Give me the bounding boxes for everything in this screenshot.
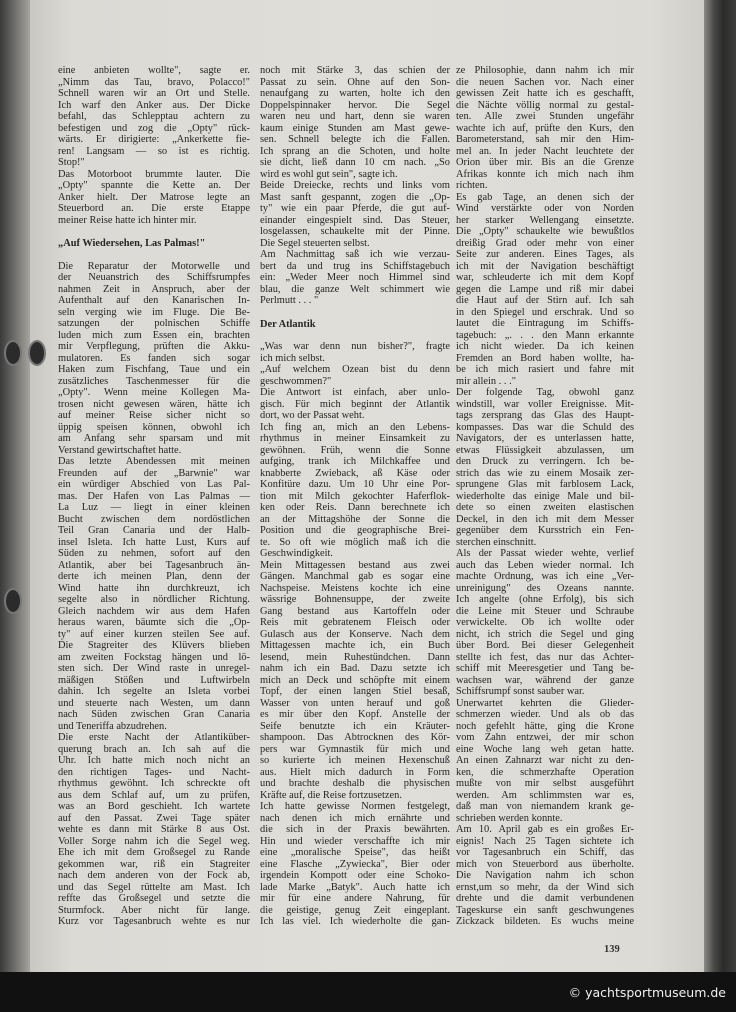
text-line: insel Isleta. Ich hatte Lust, Kurs auf xyxy=(58,536,250,548)
text-line: mir für eine andere Nahrung, für xyxy=(260,893,450,904)
text-line: „Auf welchem Ozean bist du denn xyxy=(260,364,450,375)
text-line: zusätzliches Taschenmesser für die xyxy=(58,375,250,387)
text-line: Unerwartet kehrten die Glieder- xyxy=(456,697,634,709)
text-line: Fremden an Bord haben wollte, ha- xyxy=(456,352,634,364)
text-line: Stop!" xyxy=(58,157,85,168)
text-line: strich das wie zu einem Mosaik zer- xyxy=(456,467,634,479)
text-line: richten. xyxy=(456,180,488,191)
text-line: Gang bestand aus Kartoffeln oder xyxy=(260,605,450,617)
text-line: Haken zum Fischfang, Taue und ein xyxy=(58,364,250,375)
text-line: tags zersprang das Glas des Haupt- xyxy=(456,410,634,421)
text-line: gewöhnen. Früh, wenn die Sonne xyxy=(260,444,450,456)
text-line: wässrige Bohnensuppe, der zweite xyxy=(260,594,450,605)
text-line: ten. Alle zwei Stunden ungefähr xyxy=(456,111,634,122)
text-line: die Haut auf der Stirn auf. Ich sah xyxy=(456,295,634,306)
text-line: auf meiner Reise sicher nicht so xyxy=(58,410,250,421)
text-line: heraus waren, bäumte sich die „Op- xyxy=(58,617,250,628)
text-line: Der folgende Tag, obwohl ganz xyxy=(456,387,634,398)
text-line: mas. Der Hafen von Las Palmas — xyxy=(58,490,250,502)
text-line: ken, die schmerzhafte Operation xyxy=(456,766,634,778)
text-line: Voller Sorge nahm ich die Segel weg. xyxy=(58,835,250,847)
text-line: schrieben werden konnte. xyxy=(456,812,563,824)
text-line: seln verging wie im Fluge. Die Be- xyxy=(58,306,250,318)
text-line: Tageskurse ein sanft geschwungenes xyxy=(456,904,634,916)
text-line: aufging, trank ich Milchkaffee und xyxy=(260,456,450,467)
text-line: Orion über mir. Bis an die Grenze xyxy=(456,157,634,168)
text-line: vom Zahn entzwei, der mir schon xyxy=(456,732,634,743)
text-line: Wasser von unten herauf und goß xyxy=(260,697,450,709)
paragraph xyxy=(260,387,450,422)
text-line: her starker Wellengang einsetzte. xyxy=(456,214,634,226)
text-line: Schiffsrumpf sonst sauber war. xyxy=(456,686,585,697)
text-line: kompasses. Das war die Schuld des xyxy=(456,421,634,433)
paragraph xyxy=(260,249,450,307)
section-heading: „Auf Wiedersehen, Las Palmas!" xyxy=(58,238,206,249)
text-line: nicht, ich strich die Segel und ging xyxy=(456,628,634,640)
text-line: Nachspeise. Meistens kochte ich eine xyxy=(260,582,450,594)
text-line: Verstand gewirtschaftet hatte. xyxy=(58,444,182,456)
text-line: mir allein . . ." xyxy=(456,375,516,387)
text-line: Die Antwort ist einfach, aber unlo- xyxy=(260,387,450,398)
text-line: gisch. Für mich beginnt der Atlantik xyxy=(260,398,450,410)
text-line: losgelassen, schaukelte mit der Pinne. xyxy=(260,226,450,237)
text-line: rhythmus in meiner Einsamkeit zu xyxy=(260,433,450,444)
text-line: Steuerbord an. Die erste Etappe xyxy=(58,203,250,214)
text-line: die Leine mit Steuer und Schraube xyxy=(456,605,634,617)
paragraph xyxy=(260,65,450,180)
text-line: sten sich. Der Wind raste in unregel- xyxy=(58,663,250,674)
text-line: Gängen. Manchmal gab es sogar eine xyxy=(260,571,450,582)
text-line: ein: „Weder Meer noch Himmel sind xyxy=(260,272,450,283)
text-line: Atlantik, aber bei Tagesanbruch än- xyxy=(58,559,250,571)
text-line: sprungene Glas mit farblosem Lack, xyxy=(456,479,634,490)
text-line: drehte und die damit verbundenen xyxy=(456,893,634,904)
text-line: irgendein Kompott oder eine Schoko- xyxy=(260,870,450,881)
book-left-edge xyxy=(0,0,34,972)
text-line: rhythmus gewöhnt. Ich schreckte oft xyxy=(58,778,250,789)
text-line: Deckel, in den ich mit dem Messer xyxy=(456,513,634,525)
text-line: Freunden auf der „Barwnie" war xyxy=(58,467,250,479)
text-column-1 xyxy=(58,65,250,928)
text-line: Seife benutzte ich ein Kräuter- xyxy=(260,720,450,732)
text-line: nach denen ich mich ernährte und xyxy=(260,812,450,824)
text-line: Kräfte auf, die Reise fortzusetzen. xyxy=(260,789,402,801)
paragraph xyxy=(456,192,634,388)
text-line: ty" wie ein paar Pferde, die gut auf- xyxy=(260,203,450,214)
paragraph xyxy=(58,456,250,732)
text-line: Aufenthalt auf den Kanarischen In- xyxy=(58,295,250,306)
text-line: eine anbieten wollte", sagte er. xyxy=(58,65,250,76)
text-line: und das Segel rüttelte am Mast. Ich xyxy=(58,881,250,893)
text-line: stellte ich fest, das nur das Achter- xyxy=(456,651,634,663)
text-line: te. So oft wie möglich maß ich die xyxy=(260,536,450,548)
text-line: Bucht zwischen dem nordöstlichen xyxy=(58,513,250,525)
text-line: befestigen und zog die „Opty" rück- xyxy=(58,122,250,134)
text-line: Die Segel steuerten selbst. xyxy=(260,237,370,249)
text-line: blau, die ganze Welt schimmert wie xyxy=(260,283,450,295)
text-line: Ich fing an, mich an den Lebens- xyxy=(260,421,450,433)
text-line: wird es wohl gut sein", sagte ich. xyxy=(260,168,398,180)
text-line: bert da und trug ins Schiffstagebuch xyxy=(260,260,450,272)
text-column-3 xyxy=(456,65,634,928)
text-line: Gleich nachdem wir aus dem Hafen xyxy=(58,605,250,617)
text-line: war, schleuderte ich mit dem Kopf xyxy=(456,272,634,283)
text-line: aus dem Schlaf auf, um zu prüfen, xyxy=(58,789,250,801)
text-line: sie dicht, ließ dann 10 cm nach. „So xyxy=(260,157,450,168)
text-line: luden mich zum Essen ein, brachten xyxy=(58,329,250,341)
text-line: waren neu und hart, denn sie waren xyxy=(260,111,450,122)
text-line: ty" auf einer kurzen steilen See auf. xyxy=(58,628,250,640)
text-line: tagebuch: „. . . den Mann erkannte xyxy=(456,329,634,341)
text-line: werden. Am schlimmsten war es, xyxy=(456,789,634,801)
text-line: Ich sprang an die Schoten, und holte xyxy=(260,145,450,157)
book-right-edge xyxy=(704,0,736,975)
text-line: Konfitüre dazu. Um 10 Uhr eine Por- xyxy=(260,479,450,490)
text-line: aus. Hielt mich dadurch in Form xyxy=(260,766,450,778)
text-line: Navigators, der es unterlassen hatte, xyxy=(456,433,634,444)
text-line: mußte von mir selbst ausgeführt xyxy=(456,778,634,789)
text-line: die geistige, genug Zeit eingeplant. xyxy=(260,904,450,916)
text-line: Süden zu nehmen, sofort auf den xyxy=(58,548,250,559)
text-line: eine Flasche „Zywiecka", Bier oder xyxy=(260,858,450,870)
text-line: noch gefehlt hätte, ging die Krone xyxy=(456,720,634,732)
paragraph xyxy=(260,341,450,364)
text-line: Am 10. April gab es ein großes Er- xyxy=(456,824,634,835)
text-line: ernst,um so mehr, da der Wind sich xyxy=(456,881,634,893)
text-line: ken oder Reis. Dann berechnete ich xyxy=(260,502,450,513)
paragraph xyxy=(456,65,634,192)
text-line: die Nächte völlig normal zu gestal- xyxy=(456,99,634,111)
text-line: Mittagessen machte ich, ein Buch xyxy=(260,640,450,651)
text-line: und Teneriffa abzudrehen. xyxy=(58,720,167,732)
text-line: lade Marke „Batyk". Auch hatte ich xyxy=(260,881,450,893)
text-line: Ich las viel. Ich wiederholte die gan- xyxy=(260,916,450,927)
text-line: Position und die geographische Brei- xyxy=(260,525,450,536)
text-line: über Bord. Bei dieser Gelegenheit xyxy=(456,640,634,651)
paragraph xyxy=(260,422,450,560)
page-number: 139 xyxy=(604,944,620,955)
text-line: Anker hielt. Der Matrose legte an xyxy=(58,191,250,203)
text-line: Uhr. Ich hatte mich noch nicht an xyxy=(58,755,250,766)
text-line: An einen Zahnarzt war nicht zu den- xyxy=(456,755,634,766)
text-line: nach Süden zwischen Gran Canaria xyxy=(58,709,250,720)
text-line: einander eingespielt sind. Das Steuer, xyxy=(260,214,450,226)
text-line: verwickelte. Ob ich wollte oder xyxy=(456,617,634,628)
paragraph xyxy=(58,65,250,169)
text-line: Seite zur anderen. Eines Tages, als xyxy=(456,249,634,260)
paragraph xyxy=(456,387,634,548)
text-line: Die „Opty" schaukelte wie bewußtlos xyxy=(456,226,634,237)
text-line: lautet die Eintragung im Schiffs- xyxy=(456,318,634,329)
text-line: shampoon. Das Abtrocknen des Kör- xyxy=(260,732,450,743)
text-line: Ich warf den Anker aus. Der Dicke xyxy=(58,99,250,111)
paragraph xyxy=(456,698,634,825)
text-line: gegenüber dem Kursstrich ein Fen- xyxy=(456,525,634,536)
text-line: be ich mich rasiert und fahre mit xyxy=(456,364,634,375)
paragraph xyxy=(260,364,450,387)
paragraph xyxy=(260,560,450,802)
paragraph xyxy=(456,548,634,698)
binder-hole xyxy=(4,340,22,366)
text-column-2 xyxy=(260,65,450,928)
text-line: Als der Passat wieder wehte, verlief xyxy=(456,548,634,559)
text-line: eine Woche lang weh getan hatte. xyxy=(456,743,634,755)
text-line: Gulasch aus der Konserve. Nach dem xyxy=(260,628,450,640)
text-line: die sich in der Praxis bewährten. xyxy=(260,824,450,835)
text-line: in den Spiegel und erschrak. Und so xyxy=(456,306,634,318)
text-line: nach dem anderen von der Fock ab, xyxy=(58,870,250,881)
text-line: reffte das Großsegel und setzte die xyxy=(58,893,250,904)
paragraph xyxy=(456,824,634,928)
text-line: dreißig Grad oder mehr von einer xyxy=(456,237,634,249)
text-line: Ich hatte gewisse Normen festgelegt, xyxy=(260,801,450,812)
text-line: ren! Langsam — so ist es richtig. xyxy=(58,145,250,157)
text-line: etwas Flüssigkeit abzulassen, um xyxy=(456,444,634,456)
text-line: Mein Mittagessen bestand aus zwei xyxy=(260,559,450,571)
binder-hole xyxy=(4,588,22,614)
text-line: nahmen Zeit in Anspruch, aber der xyxy=(58,283,250,295)
text-line: lesend, mein Ruhestündchen. Dann xyxy=(260,651,450,663)
text-line: nenaufgang zu warten, holte ich den xyxy=(260,88,450,99)
text-line: La Luz — liegt in einer kleinen xyxy=(58,502,250,513)
text-line: den Druck zu verringern. Ich be- xyxy=(456,456,634,467)
text-line: Die erste Nacht der Atlantiküber- xyxy=(58,732,250,743)
text-line: eignis! Nach 25 Tagen sichtete ich xyxy=(456,835,634,847)
paragraph xyxy=(260,801,450,928)
text-line: und steuerte nach Westen, um dann xyxy=(58,697,250,709)
text-line: ich mich selbst. xyxy=(260,352,325,364)
text-line: mäßigen Stößen und Luftwirbeln xyxy=(58,674,250,686)
text-line: befahl, das Schlepptau achtern zu xyxy=(58,111,250,122)
text-line: mel an. In jeder Nacht leuchtete der xyxy=(456,145,634,157)
text-line: Es gab Tage, an denen sich der xyxy=(456,191,634,203)
text-line: am Anfang sehr sparsam und mit xyxy=(58,433,250,444)
text-line: Die Stagreiter des Klüvers blieben xyxy=(58,640,250,651)
text-line: nahm ich ein Bad. Dazu setzte ich xyxy=(260,663,450,674)
text-line: pers war Gymnastik für mich und xyxy=(260,743,450,755)
text-line: gegen die Lampe und riß mir dabei xyxy=(456,283,634,295)
text-line: dahin. Ich segelte an Isleta vorbei xyxy=(58,686,250,697)
text-line: der Neuanstrich des Schiffsrumpfes xyxy=(58,272,250,283)
text-line: gekommen war, riß ein Stagreiter xyxy=(58,858,250,870)
paragraph xyxy=(260,180,450,249)
text-line: Doppelspinnaker hervor. Die Segel xyxy=(260,99,450,111)
text-line: was an Bord geschieht. Ich wartete xyxy=(58,801,250,812)
text-line: Beide Dreiecke, rechts und links vom xyxy=(260,180,450,191)
paragraph xyxy=(58,261,250,457)
text-line: querung brach an. Ich sah auf die xyxy=(58,743,250,755)
text-line: Die Navigation nahm ich schon xyxy=(456,870,634,881)
text-line: Passat zu sein. Ohne auf den Son- xyxy=(260,76,450,88)
text-line: mich von Steuerbord aus überholte. xyxy=(456,858,634,870)
text-line: mich an Deck und schöpfte mit einem xyxy=(260,674,450,686)
text-line: gewissen Zeit hatte ich es geschafft, xyxy=(456,88,634,99)
text-line: Ehe ich mit dem Großsegel zu Rande xyxy=(58,847,250,858)
text-line: meiner Reise hatte ich hinter mir. xyxy=(58,214,197,226)
text-line: mir Verpflegung, prüften die Akku- xyxy=(58,341,250,352)
text-line: Wind verstärkte oder von Norden xyxy=(456,203,634,214)
text-line: an der Mittagshöhe der Sonne die xyxy=(260,513,450,525)
text-line: Ich angelte (ohne Erfolg), bis sich xyxy=(456,594,634,605)
text-line: Kurz vor Tagesanbruch wehte es nur xyxy=(58,916,250,927)
text-line: „Opty" spannte die Kette an. Der xyxy=(58,180,250,191)
text-line: Wind hatte ihn durchkreuzt, ich xyxy=(58,582,250,594)
text-line: segelte also in nördlicher Richtung. xyxy=(58,594,250,605)
text-line: „Was war denn nun bisher?", fragte xyxy=(260,341,450,352)
text-line: Topf, der einen langen Stiel besaß, xyxy=(260,686,450,697)
text-line: wehte es dann mit Stärke 8 aus Ost. xyxy=(58,824,250,835)
text-line: es mir über den Kopf. Anstelle der xyxy=(260,709,450,720)
text-line: kaum einige Stunden am Mast gewe- xyxy=(260,122,450,134)
text-line: Reis mit gebratenem Fleisch oder xyxy=(260,617,450,628)
text-line: trosen nicht gewesen wären, hätte ich xyxy=(58,398,250,410)
text-line: schiff mit Meeresgetier und Tang be- xyxy=(456,663,634,674)
text-line: Die Reparatur der Motorwelle und xyxy=(58,260,250,272)
text-line: wachte ich auf, prüfte den Kurs, den xyxy=(456,122,634,134)
text-line: Geschwindigkeit. xyxy=(260,548,334,559)
text-line: mulatoren. Es fanden sich sogar xyxy=(58,352,250,364)
text-line: tion mit Milch gekochter Haferflok- xyxy=(260,490,450,502)
text-line: Sturmfock. Aber nicht für lange. xyxy=(58,904,250,916)
text-line: Hin und wieder verschaffte ich mir xyxy=(260,835,450,847)
text-line: auch das Leben wieder normal. Ich xyxy=(456,559,634,571)
text-line: Mast sanft gespannt, zogen die „Op- xyxy=(260,191,450,203)
text-line: sterchen einschnitt. xyxy=(456,536,537,548)
text-line: dort, wo der Passat weht. xyxy=(260,410,365,421)
binder-hole xyxy=(28,340,46,366)
paragraph xyxy=(58,169,250,227)
text-line: den richtigen Tages- und Nacht- xyxy=(58,766,250,778)
text-line: daß man von niemandem krank ge- xyxy=(456,801,634,812)
text-line: Barometerstand, sah mir den Him- xyxy=(456,134,634,145)
section-heading: Der Atlantik xyxy=(260,318,316,330)
text-line: üppig speisen können, obwohl ich xyxy=(58,421,250,433)
text-line: Perlmutt . . . " xyxy=(260,295,319,306)
text-line: unreinigung" des Ozeans nannte. xyxy=(456,582,634,594)
text-line: Das Motorboot brummte lauter. Die xyxy=(58,168,250,180)
text-line: Das letzte Abendessen mit meinen xyxy=(58,456,250,467)
text-line: dete so einen zweiten elastischen xyxy=(456,502,634,513)
text-line: „Opty". Wenn meine Kollegen Ma- xyxy=(58,387,250,398)
text-line: knabberte Zwieback, aß Käse oder xyxy=(260,467,450,479)
watermark: © yachtsportmuseum.de xyxy=(568,985,726,1000)
text-line: satzungen der polnischen Schiffe xyxy=(58,318,250,329)
paragraph xyxy=(58,732,250,928)
text-line: Afrikas konnte ich mich nach ihm xyxy=(456,168,634,180)
text-line: „Nimm das Tau, bravo, Polacco!" xyxy=(58,76,250,88)
text-line: und brachte deshalb die physischen xyxy=(260,778,450,789)
text-line: machte Ordnung, was ich eine „Ver- xyxy=(456,571,634,582)
text-line: noch mit Stärke 3, das schien der xyxy=(260,65,450,76)
text-line: ich nicht wieder. Da ich keinen xyxy=(456,341,634,352)
text-line: auf den Passat. Zwei Tage später xyxy=(58,812,250,824)
text-line: ze Philosophie, dann nahm ich mir xyxy=(456,65,634,76)
text-line: ich mit der Navigation beschäftigt xyxy=(456,260,634,272)
text-line: eine „moralische Speise", das heißt xyxy=(260,847,450,858)
text-line: so kurierte ich meinen Hexenschuß xyxy=(260,755,450,766)
text-line: vor Tagesanbruch ein Schiff, das xyxy=(456,847,634,858)
text-line: am zweiten Fockstag hängen und lö- xyxy=(58,651,250,663)
text-line: Schnell waren wir an Ort und Stelle. xyxy=(58,88,250,99)
text-line: sen. Schnell belegte ich die Fallen. xyxy=(260,134,450,145)
text-line: Am Nachmittag saß ich wie verzau- xyxy=(260,249,450,260)
text-line: windstill, war voller Ereignisse. Mit- xyxy=(456,398,634,410)
text-line: die neuen Sachen vor. Nach einer xyxy=(456,76,634,88)
text-line: schmerzen wieder. Und als ob das xyxy=(456,709,634,720)
text-line: derte ich meinen Plan, denn der xyxy=(58,571,250,582)
text-line: Zickzack bildeten. Es wuchs meine xyxy=(456,916,634,927)
text-line: geschwommen?" xyxy=(260,375,332,387)
text-line: wiederholte das einige Male und bil- xyxy=(456,490,634,502)
text-line: wachsen war, während der ganze xyxy=(456,674,634,686)
text-line: wärts. Er dirigierte: „Ankerkette fie- xyxy=(58,134,250,145)
text-line: Teil Gran Canaria und der Halb- xyxy=(58,525,250,536)
text-line: ein würdiger Abschied von Las Pal- xyxy=(58,479,250,490)
